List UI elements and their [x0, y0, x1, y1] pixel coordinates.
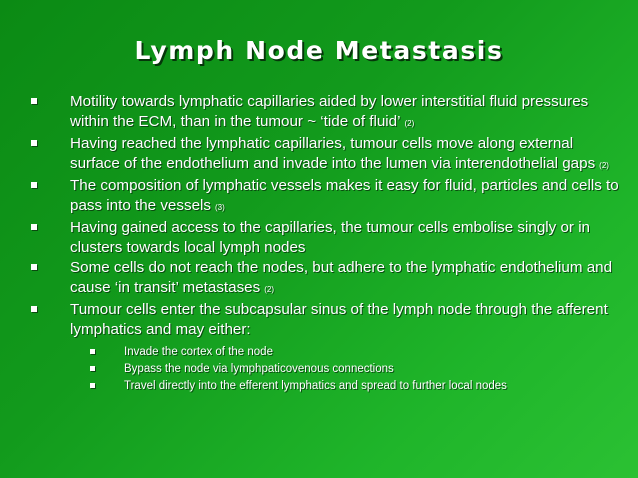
square-bullet-icon: [31, 306, 37, 312]
bullet-item: [28, 134, 620, 176]
bullet-item: [28, 92, 620, 134]
square-bullet-icon: [90, 383, 95, 388]
bullet-text: Motility towards lymphatic capillaries aided by lower interstitial fluid pressures within the ECM, than in the tumour ~ ‘tide of fluid’: [70, 93, 589, 130]
bullet-item: [28, 176, 620, 218]
bullet-text: Some cells do not reach the nodes, but adhere to the lymphatic endothelium and cause ‘in transit’ metastases: [70, 259, 613, 296]
reference-marker: (2): [404, 119, 415, 128]
sub-bullet-text: Travel directly into the efferent lymphatics and spread to further local nodes: [124, 380, 507, 392]
square-bullet-icon: [90, 349, 95, 354]
sub-bullet-item: [110, 344, 620, 361]
reference-marker: (2): [264, 285, 274, 294]
bullet-list: [28, 92, 620, 395]
bullet-text: Having reached the lymphatic capillaries, tumour cells move along external surface of the endothelium and invade into the lumen via interendothelial gaps: [70, 135, 596, 172]
square-bullet-icon: [31, 264, 37, 270]
sub-bullet-list: [70, 344, 620, 395]
square-bullet-icon: [31, 98, 37, 104]
reference-marker: (2): [599, 161, 609, 170]
sub-bullet-text: Bypass the node via lymphpaticovenous connections: [124, 363, 394, 375]
sub-bullet-item: [110, 361, 620, 378]
bullet-item: [28, 300, 620, 395]
sub-bullet-item: [110, 378, 620, 395]
bullet-text: The composition of lymphatic vessels makes it easy for fluid, particles and cells to pass into the vessels: [70, 177, 619, 214]
sub-bullet-text: Invade the cortex of the node: [124, 346, 273, 358]
square-bullet-icon: [31, 224, 37, 230]
square-bullet-icon: [31, 182, 37, 188]
bullet-item: [28, 258, 620, 300]
slide-title: Lymph Node Metastasis: [134, 36, 504, 65]
bullet-text: Tumour cells enter the subcapsular sinus of the lymph node through the afferent lymphatics and may either:: [70, 301, 608, 338]
bullet-item: [28, 218, 620, 258]
square-bullet-icon: [90, 366, 95, 371]
bullet-text: Having gained access to the capillaries, the tumour cells embolise singly or in clusters towards local lymph nodes: [70, 219, 591, 256]
reference-marker: (3): [214, 203, 225, 212]
square-bullet-icon: [31, 140, 37, 146]
